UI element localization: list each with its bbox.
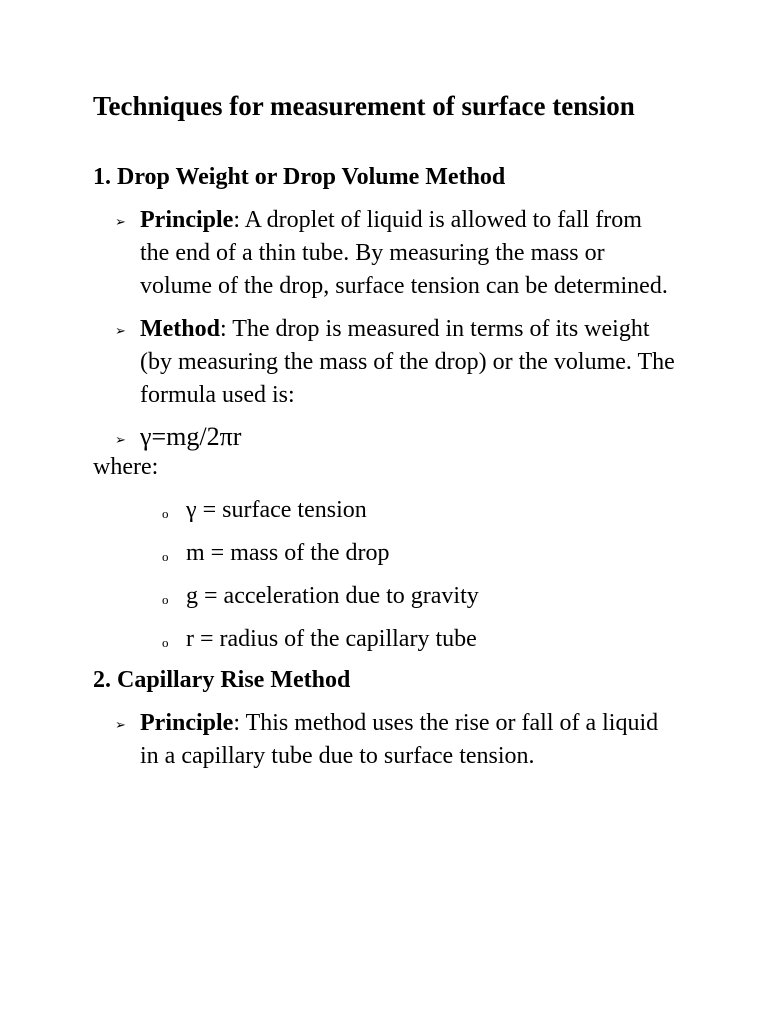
list-item-variable (93, 495, 676, 525)
circle-bullet-icon: o (162, 635, 169, 650)
principle-text: : A droplet of liquid is allowed to fall from the end of a thin tube. By measuring the mass or volume of the drop, surface tension can be determined. (140, 207, 668, 299)
section-drop-weight (93, 162, 676, 654)
principle-text: : This method uses the rise or fall of a liquid in a capillary tube due to surface tension. (140, 710, 659, 769)
principle-label: Principle (140, 207, 234, 233)
section-capillary-rise (93, 665, 676, 773)
drop-weight-list (93, 204, 676, 452)
method-text: : The drop is measured in terms of its weight (by measuring the mass of the drop) or the volume. The formula used is: (140, 316, 675, 408)
list-item-principle (93, 707, 676, 773)
variable-text: m = mass of the drop (186, 540, 390, 566)
formula: γ=mg/2πr (140, 422, 242, 451)
list-item-variable (93, 624, 676, 654)
variable-text: γ = surface tension (186, 497, 367, 523)
circle-bullet-icon: o (162, 549, 169, 564)
arrow-bullet-icon: ➢ (115, 323, 126, 338)
arrow-bullet-icon: ➢ (115, 432, 126, 447)
variable-text: g = acceleration due to gravity (186, 583, 479, 609)
principle-label: Principle (140, 710, 234, 736)
arrow-bullet-icon: ➢ (115, 717, 126, 732)
section-heading-drop-weight: 1. Drop Weight or Drop Volume Method (93, 164, 506, 190)
section-heading-capillary-rise: 2. Capillary Rise Method (93, 667, 351, 693)
where-label: where: (93, 454, 159, 480)
list-item-formula (93, 422, 676, 452)
circle-bullet-icon: o (162, 592, 169, 607)
variable-list (93, 495, 676, 654)
list-item-principle (93, 204, 676, 303)
capillary-rise-list (93, 707, 676, 773)
list-item-variable (93, 581, 676, 611)
method-label: Method (140, 316, 220, 342)
circle-bullet-icon: o (162, 506, 169, 521)
page-title: Techniques for measurement of surface tension (93, 91, 635, 121)
arrow-bullet-icon: ➢ (115, 214, 126, 229)
list-item-method (93, 313, 676, 412)
variable-text: r = radius of the capillary tube (186, 626, 477, 652)
list-item-variable (93, 538, 676, 568)
